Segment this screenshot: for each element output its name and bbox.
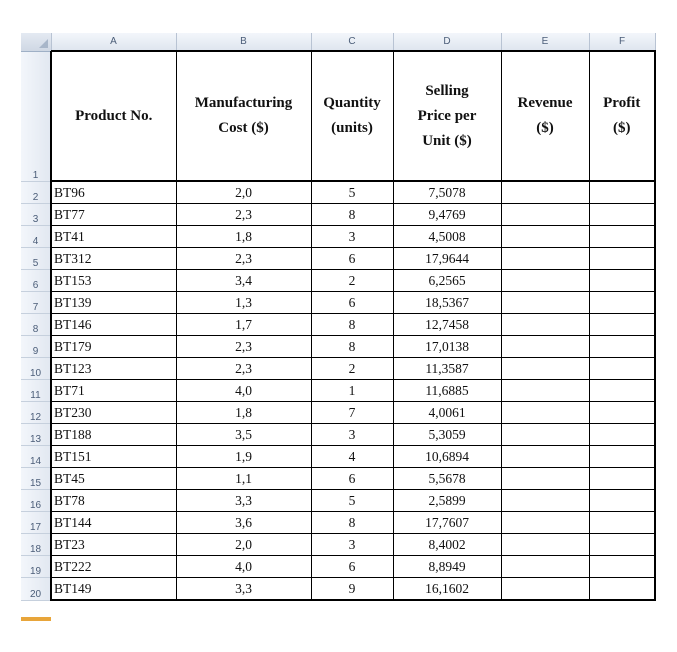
row-header[interactable]: 14 bbox=[21, 446, 51, 468]
header-manufacturing-cost-line2: Cost ($) bbox=[218, 120, 269, 136]
cell-selling-price[interactable]: 7,5078 bbox=[393, 181, 501, 204]
cell-profit[interactable] bbox=[589, 424, 655, 446]
header-selling-price-line1: Selling bbox=[425, 82, 469, 99]
column-header-e[interactable]: E bbox=[501, 33, 589, 51]
cell-manufacturing-cost[interactable]: 2,3 bbox=[176, 358, 311, 380]
cell-revenue[interactable] bbox=[501, 336, 589, 358]
row-header[interactable]: 6 bbox=[21, 270, 51, 292]
header-profit-line1: Profit bbox=[603, 95, 641, 111]
table-row bbox=[21, 336, 655, 358]
cell-profit[interactable] bbox=[589, 248, 655, 270]
cell-profit[interactable] bbox=[589, 336, 655, 358]
cell-selling-price[interactable]: 18,5367 bbox=[393, 292, 501, 314]
cell-selling-price[interactable]: 11,3587 bbox=[393, 358, 501, 380]
header-product-no[interactable] bbox=[51, 51, 176, 181]
cell-selling-price[interactable]: 8,4002 bbox=[393, 534, 501, 556]
header-revenue[interactable] bbox=[501, 51, 589, 181]
table-row bbox=[21, 248, 655, 270]
cell-revenue[interactable] bbox=[501, 402, 589, 424]
header-revenue-line2: ($) bbox=[536, 120, 554, 136]
cell-profit[interactable] bbox=[589, 402, 655, 424]
table-row bbox=[21, 226, 655, 248]
cell-product-no[interactable]: BT71 bbox=[51, 380, 176, 402]
cell-quantity[interactable]: 4 bbox=[311, 446, 393, 468]
cell-product-no[interactable]: BT23 bbox=[51, 534, 176, 556]
cell-manufacturing-cost[interactable]: 1,8 bbox=[176, 402, 311, 424]
cell-profit[interactable] bbox=[589, 314, 655, 336]
cell-revenue[interactable] bbox=[501, 270, 589, 292]
cell-profit[interactable] bbox=[589, 512, 655, 534]
cell-product-no[interactable]: BT188 bbox=[51, 424, 176, 446]
worksheet-grid bbox=[21, 33, 656, 601]
cell-manufacturing-cost[interactable]: 1,1 bbox=[176, 468, 311, 490]
cell-selling-price[interactable]: 16,1602 bbox=[393, 578, 501, 601]
cell-profit[interactable] bbox=[589, 380, 655, 402]
table-row bbox=[21, 358, 655, 380]
cell-selling-price[interactable]: 17,9644 bbox=[393, 248, 501, 270]
table-row bbox=[21, 424, 655, 446]
column-header-a[interactable]: A bbox=[51, 33, 176, 51]
cell-selling-price[interactable]: 11,6885 bbox=[393, 380, 501, 402]
cell-quantity[interactable]: 3 bbox=[311, 534, 393, 556]
column-header-d[interactable]: D bbox=[393, 33, 501, 51]
cell-quantity[interactable]: 6 bbox=[311, 248, 393, 270]
cell-product-no[interactable]: BT144 bbox=[51, 512, 176, 534]
table-row bbox=[21, 402, 655, 424]
row-header[interactable]: 7 bbox=[21, 292, 51, 314]
cell-manufacturing-cost[interactable]: 2,0 bbox=[176, 181, 311, 204]
row-header[interactable]: 5 bbox=[21, 248, 51, 270]
cell-selling-price[interactable]: 9,4769 bbox=[393, 204, 501, 226]
cell-revenue[interactable] bbox=[501, 512, 589, 534]
cell-selling-price[interactable]: 17,7607 bbox=[393, 512, 501, 534]
cell-quantity[interactable]: 6 bbox=[311, 292, 393, 314]
cell-product-no[interactable]: BT96 bbox=[51, 181, 176, 204]
cell-product-no[interactable]: BT151 bbox=[51, 446, 176, 468]
cell-product-no[interactable]: BT77 bbox=[51, 204, 176, 226]
header-manufacturing-cost-line1: Manufacturing bbox=[194, 95, 293, 111]
cell-quantity[interactable]: 3 bbox=[311, 226, 393, 248]
cell-quantity[interactable]: 1 bbox=[311, 380, 393, 402]
header-quantity[interactable] bbox=[311, 51, 393, 181]
cell-manufacturing-cost[interactable]: 1,3 bbox=[176, 292, 311, 314]
table-row bbox=[21, 468, 655, 490]
table-header-row bbox=[21, 51, 655, 181]
cell-product-no[interactable]: BT312 bbox=[51, 248, 176, 270]
cell-quantity[interactable]: 6 bbox=[311, 556, 393, 578]
table-row bbox=[21, 380, 655, 402]
cell-quantity[interactable]: 5 bbox=[311, 490, 393, 512]
cell-profit[interactable] bbox=[589, 204, 655, 226]
cell-product-no[interactable]: BT149 bbox=[51, 578, 176, 601]
cell-quantity[interactable]: 7 bbox=[311, 402, 393, 424]
row-header[interactable]: 15 bbox=[21, 468, 51, 490]
row-header[interactable]: 3 bbox=[21, 204, 51, 226]
header-selling-price-line3: Unit ($) bbox=[422, 132, 472, 149]
cell-revenue[interactable] bbox=[501, 204, 589, 226]
table-row bbox=[21, 578, 655, 601]
table-row bbox=[21, 270, 655, 292]
cell-selling-price[interactable]: 10,6894 bbox=[393, 446, 501, 468]
cell-profit[interactable] bbox=[589, 270, 655, 292]
cell-revenue[interactable] bbox=[501, 446, 589, 468]
table-row bbox=[21, 181, 655, 204]
cell-quantity[interactable]: 6 bbox=[311, 468, 393, 490]
column-header-f[interactable]: F bbox=[589, 33, 655, 51]
cell-revenue[interactable] bbox=[501, 534, 589, 556]
header-quantity-line1: Quantity bbox=[323, 95, 381, 111]
cell-profit[interactable] bbox=[589, 358, 655, 380]
cell-manufacturing-cost[interactable]: 4,0 bbox=[176, 380, 311, 402]
cell-quantity[interactable]: 9 bbox=[311, 578, 393, 601]
row-header[interactable]: 19 bbox=[21, 556, 51, 578]
cell-quantity[interactable]: 8 bbox=[311, 336, 393, 358]
row-header[interactable]: 9 bbox=[21, 336, 51, 358]
row-header[interactable]: 13 bbox=[21, 424, 51, 446]
cell-selling-price[interactable]: 4,5008 bbox=[393, 226, 501, 248]
header-selling-price-line2: Price per bbox=[417, 107, 477, 124]
cell-selling-price[interactable]: 6,2565 bbox=[393, 270, 501, 292]
cell-selling-price[interactable]: 5,3059 bbox=[393, 424, 501, 446]
cell-manufacturing-cost[interactable]: 3,3 bbox=[176, 578, 311, 601]
cell-revenue[interactable] bbox=[501, 578, 589, 601]
cell-profit[interactable] bbox=[589, 534, 655, 556]
cell-revenue[interactable] bbox=[501, 248, 589, 270]
cell-revenue[interactable] bbox=[501, 292, 589, 314]
row-header[interactable]: 20 bbox=[21, 578, 51, 601]
row-header[interactable]: 11 bbox=[21, 380, 51, 402]
cell-manufacturing-cost[interactable]: 2,3 bbox=[176, 336, 311, 358]
cell-selling-price[interactable]: 8,8949 bbox=[393, 556, 501, 578]
cell-product-no[interactable]: BT45 bbox=[51, 468, 176, 490]
cell-manufacturing-cost[interactable]: 3,6 bbox=[176, 512, 311, 534]
table-row bbox=[21, 556, 655, 578]
cell-manufacturing-cost[interactable]: 1,9 bbox=[176, 446, 311, 468]
row-header[interactable]: 17 bbox=[21, 512, 51, 534]
cell-manufacturing-cost[interactable]: 3,5 bbox=[176, 424, 311, 446]
cell-product-no[interactable]: BT123 bbox=[51, 358, 176, 380]
row-header[interactable]: 8 bbox=[21, 314, 51, 336]
column-header-c[interactable]: C bbox=[311, 33, 393, 51]
cell-product-no[interactable]: BT78 bbox=[51, 490, 176, 512]
column-header-b[interactable]: B bbox=[176, 33, 311, 51]
select-all-button[interactable] bbox=[21, 33, 51, 51]
cell-profit[interactable] bbox=[589, 446, 655, 468]
cell-selling-price[interactable]: 5,5678 bbox=[393, 468, 501, 490]
cell-product-no[interactable]: BT230 bbox=[51, 402, 176, 424]
cell-quantity[interactable]: 2 bbox=[311, 270, 393, 292]
table-row bbox=[21, 314, 655, 336]
row-header[interactable]: 2 bbox=[21, 181, 51, 204]
cell-manufacturing-cost[interactable]: 3,4 bbox=[176, 270, 311, 292]
cell-product-no[interactable]: BT41 bbox=[51, 226, 176, 248]
table-row bbox=[21, 292, 655, 314]
cell-manufacturing-cost[interactable]: 2,3 bbox=[176, 248, 311, 270]
cell-profit[interactable] bbox=[589, 226, 655, 248]
spreadsheet bbox=[21, 33, 656, 601]
row-header[interactable]: 18 bbox=[21, 534, 51, 556]
cell-revenue[interactable] bbox=[501, 226, 589, 248]
cell-profit[interactable] bbox=[589, 181, 655, 204]
row-header-1[interactable]: 1 bbox=[21, 51, 51, 181]
cell-selling-price[interactable]: 12,7458 bbox=[393, 314, 501, 336]
cell-manufacturing-cost[interactable]: 1,8 bbox=[176, 226, 311, 248]
cell-selling-price[interactable]: 4,0061 bbox=[393, 402, 501, 424]
header-profit-line2: ($) bbox=[613, 120, 631, 136]
row-header[interactable]: 4 bbox=[21, 226, 51, 248]
cell-quantity[interactable]: 3 bbox=[311, 424, 393, 446]
cell-revenue[interactable] bbox=[501, 314, 589, 336]
cell-manufacturing-cost[interactable]: 2,0 bbox=[176, 534, 311, 556]
cell-revenue[interactable] bbox=[501, 468, 589, 490]
cell-manufacturing-cost[interactable]: 4,0 bbox=[176, 556, 311, 578]
table-row bbox=[21, 534, 655, 556]
cell-quantity[interactable]: 8 bbox=[311, 314, 393, 336]
row-header[interactable]: 16 bbox=[21, 490, 51, 512]
cell-manufacturing-cost[interactable]: 2,3 bbox=[176, 204, 311, 226]
cell-quantity[interactable]: 8 bbox=[311, 512, 393, 534]
cell-profit[interactable] bbox=[589, 578, 655, 601]
header-revenue-line1: Revenue bbox=[517, 95, 573, 111]
table-row bbox=[21, 446, 655, 468]
cell-quantity[interactable]: 8 bbox=[311, 204, 393, 226]
row-header[interactable]: 12 bbox=[21, 402, 51, 424]
active-cell-marker bbox=[21, 617, 51, 621]
cell-product-no[interactable]: BT139 bbox=[51, 292, 176, 314]
cell-manufacturing-cost[interactable]: 1,7 bbox=[176, 314, 311, 336]
header-selling-price[interactable] bbox=[393, 51, 501, 181]
cell-profit[interactable] bbox=[589, 490, 655, 512]
cell-profit[interactable] bbox=[589, 556, 655, 578]
select-all-triangle-icon bbox=[39, 39, 48, 48]
cell-product-no[interactable]: BT179 bbox=[51, 336, 176, 358]
header-quantity-line2: (units) bbox=[331, 120, 373, 136]
cell-manufacturing-cost[interactable]: 3,3 bbox=[176, 490, 311, 512]
cell-selling-price[interactable]: 17,0138 bbox=[393, 336, 501, 358]
table-row bbox=[21, 204, 655, 226]
cell-quantity[interactable]: 2 bbox=[311, 358, 393, 380]
cell-revenue[interactable] bbox=[501, 556, 589, 578]
header-manufacturing-cost[interactable] bbox=[176, 51, 311, 181]
row-header[interactable]: 10 bbox=[21, 358, 51, 380]
cell-product-no[interactable]: BT222 bbox=[51, 556, 176, 578]
header-profit[interactable] bbox=[589, 51, 655, 181]
column-header-row bbox=[21, 33, 655, 51]
cell-profit[interactable] bbox=[589, 292, 655, 314]
cell-profit[interactable] bbox=[589, 468, 655, 490]
cell-revenue[interactable] bbox=[501, 358, 589, 380]
cell-product-no[interactable]: BT146 bbox=[51, 314, 176, 336]
header-product-no-text: Product No. bbox=[75, 107, 153, 124]
table-row bbox=[21, 490, 655, 512]
cell-revenue[interactable] bbox=[501, 380, 589, 402]
table-row bbox=[21, 512, 655, 534]
cell-selling-price[interactable]: 2,5899 bbox=[393, 490, 501, 512]
cell-revenue[interactable] bbox=[501, 490, 589, 512]
cell-product-no[interactable]: BT153 bbox=[51, 270, 176, 292]
cell-revenue[interactable] bbox=[501, 181, 589, 204]
cell-revenue[interactable] bbox=[501, 424, 589, 446]
cell-quantity[interactable]: 5 bbox=[311, 181, 393, 204]
